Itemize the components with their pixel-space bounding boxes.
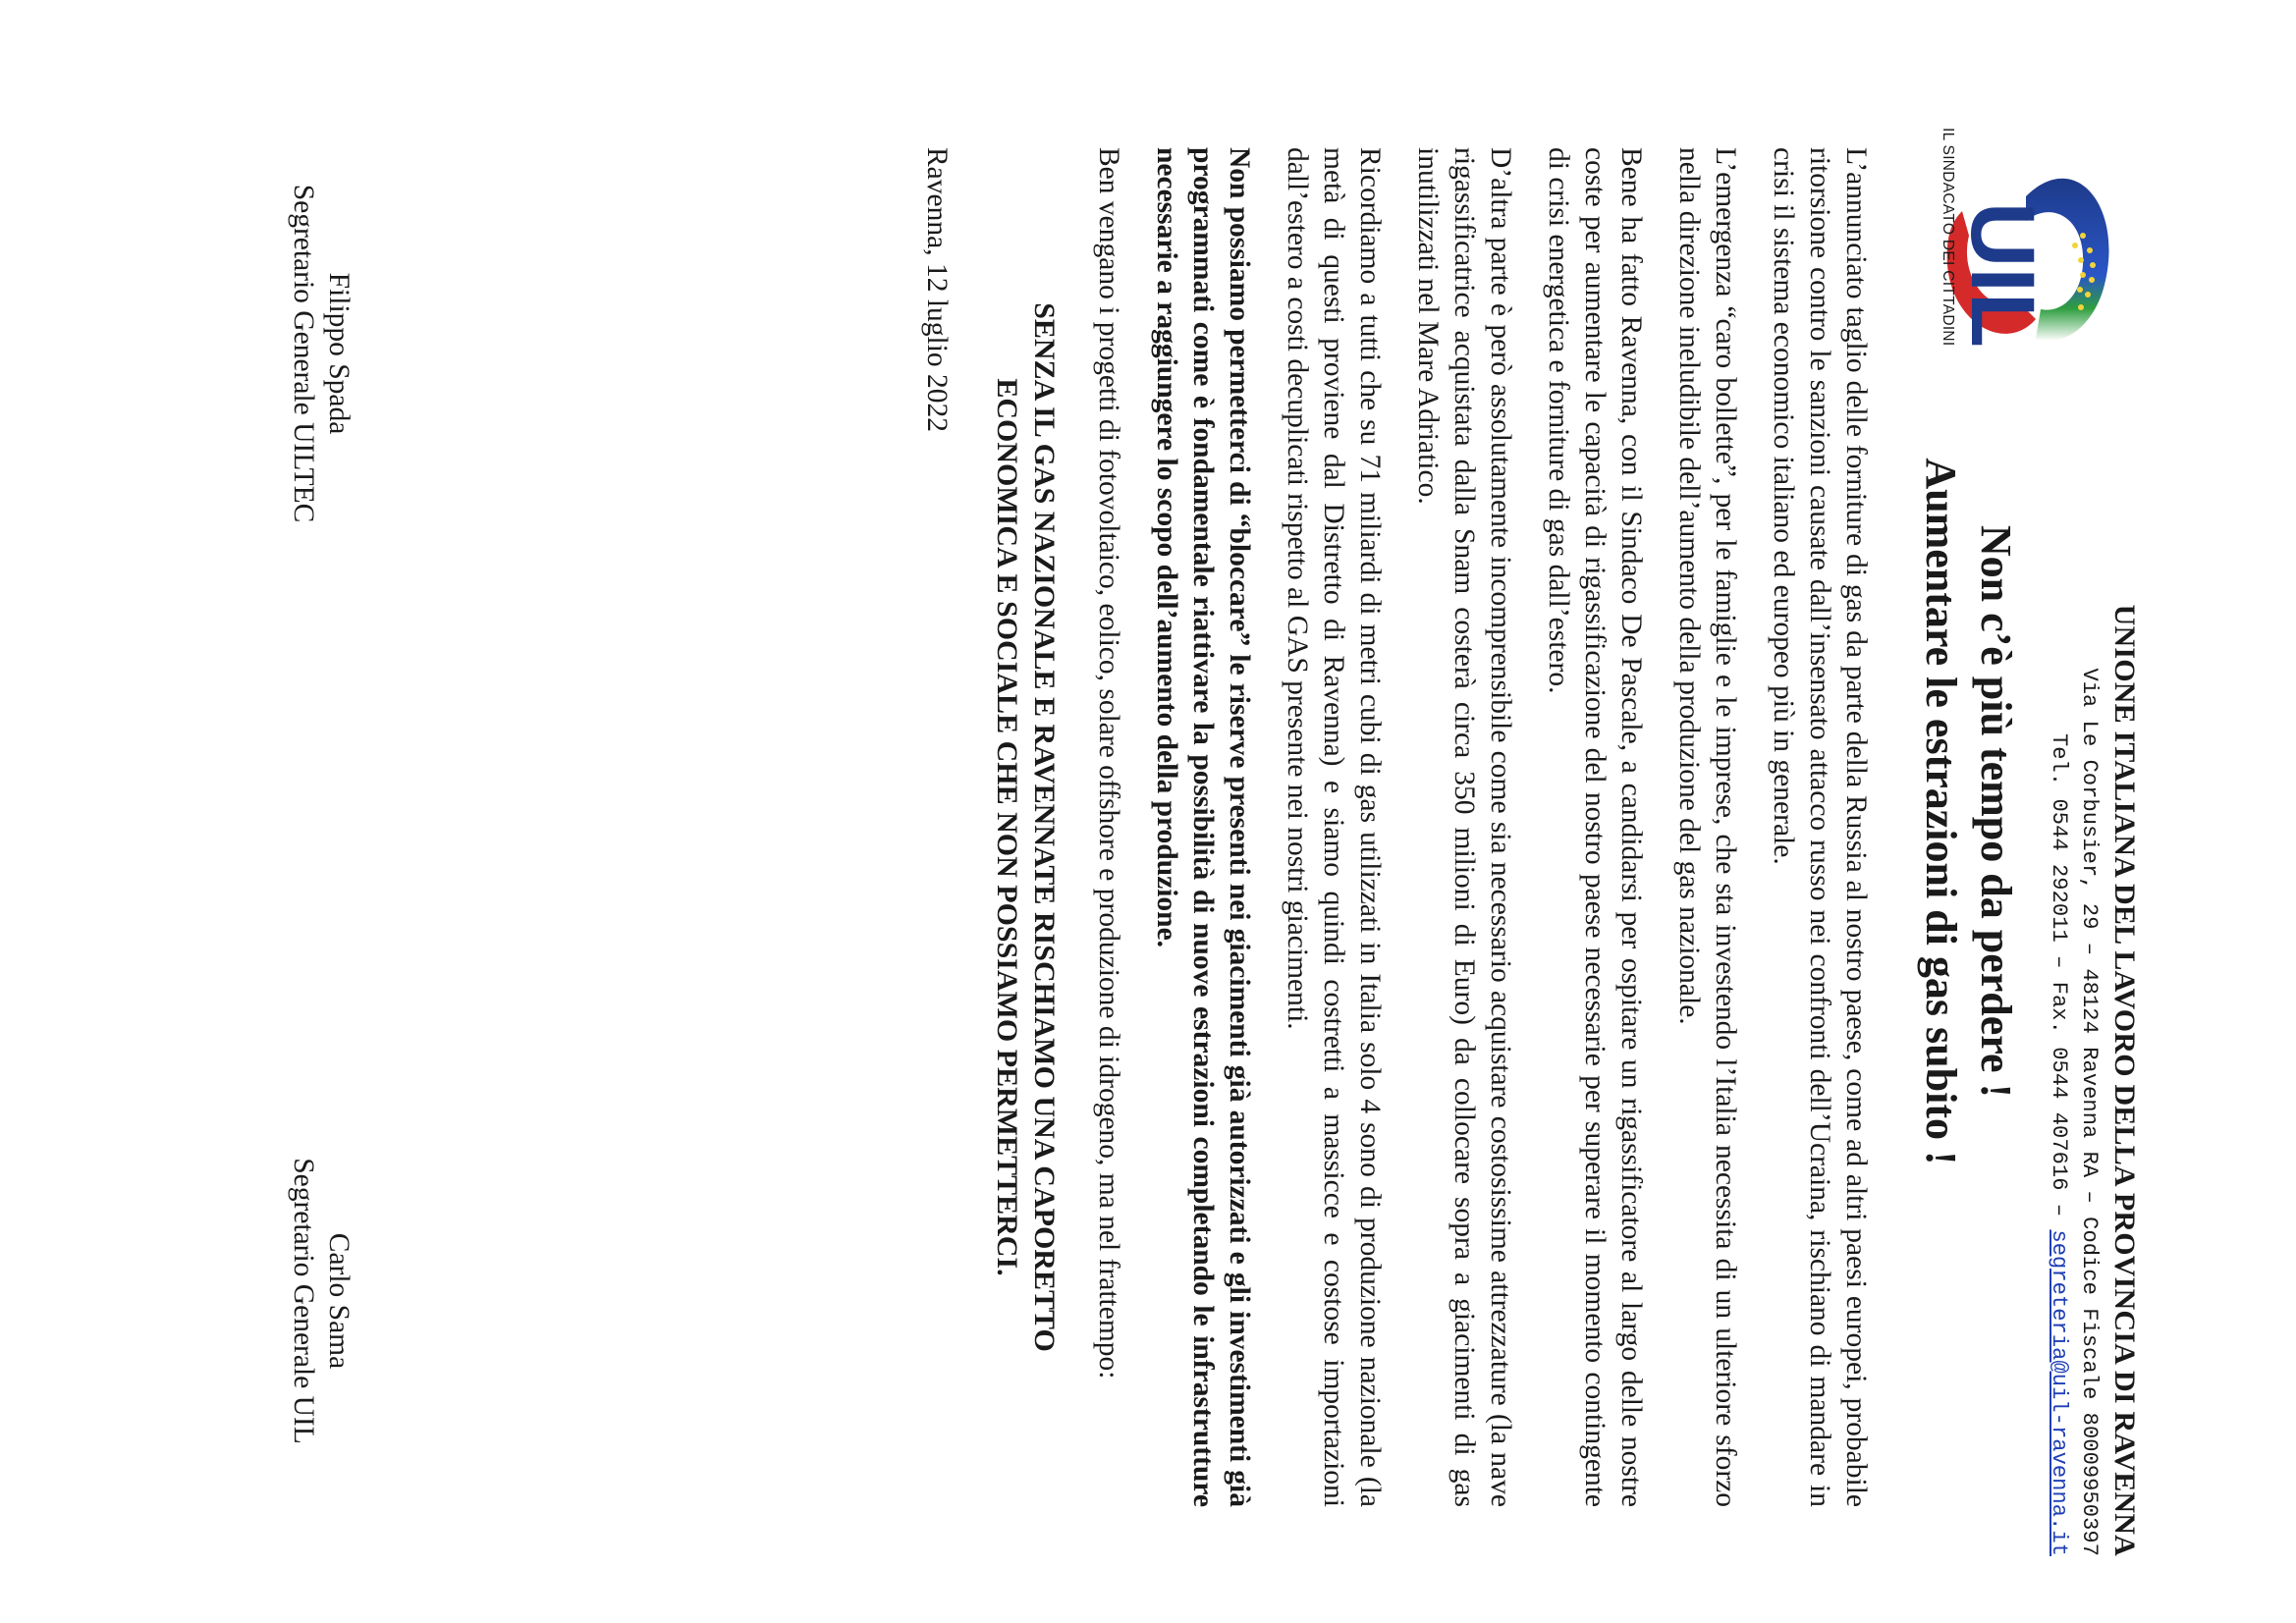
paragraph-3: Bene ha fatto Ravenna, con il Sindaco De Pascale, a candidarsi per ospitare un rigassificatore al largo delle nostre coste per aumentare le capacità di rigassificazione del nostro paese necessarie per superare il momento contingente di crisi energetica e forniture di gas dall’estero. [1543,147,1647,1507]
paragraph-7: Ben vengano i progetti di fotovoltaico, eolico, solare offshore e produzione di idrogeno, ma nel frattempo: [1093,147,1124,1380]
paragraph-2: L’emergenza “caro bollette”, per le famiglie e le imprese, che sta investendo l’Italia necessita di un ulteriore sforzo nella direzione ineludibile dell’aumento della produzione del gas nazionale. [1673,147,1741,1507]
place-date: Ravenna, 12 luglio 2022 [921,147,953,433]
paragraph-4: D’altra parte è però assolutamente incomprensibile come sia necessario acquistare costosissime attrezzature (la nave rigassificatrice acquistata dalla Snam costerà circa 350 milioni di Euro) da collocare sopra a giacimenti di gas inutilizzati nel Mare Adriatico. [1412,147,1516,1507]
callout-line-1: SENZA IL GAS NAZIONALE E RAVENNATE RISCHIAMO UNA CAPORETTO [1028,302,1061,1352]
signer-role-right: Segretario Generale UIL [288,1158,319,1444]
paragraph-1: L’annunciato taglio delle forniture di gas da parte della Russia al nostro paese, come ad altri paesi europei, probabile ritorsione contro le sanzioni causate dall’insensato attacco russo nei confronti dell’Ucraina, rischiano di mandare in crisi il sistema economico italiano ed europeo più in generale. [1768,147,1872,1507]
contacts-text: Tel. 0544 292011 – Fax. 0544 407616 – [2047,732,2071,1230]
signer-name-left: Filippo Spada [323,272,355,435]
callout-line-2: ECONOMICA E SOCIALE CHE NON POSSIAMO PERMETTERCI. [991,378,1023,1276]
org-contacts [2047,574,2071,1556]
title-line-1: Non c’è più tempo da perdere ! [1972,524,2020,1099]
signer-role-left: Segretario Generale UILTEC [288,184,319,523]
letter-body [897,147,1874,1507]
title-line-2: Aumentare le estrazioni di gas subito ! [1917,458,1965,1165]
letterhead [2047,574,2141,1556]
signer-name-right: Carlo Sama [323,1232,355,1370]
org-name: UNIONE ITALIANA DEL LAVORO DELLA PROVINCIA DI RAVENNA [2108,604,2141,1556]
headline [1913,0,2023,1623]
callout [988,147,1063,1507]
signature-left [286,147,356,560]
paragraph-5: Ricordiamo a tutti che su 71 miliardi di metri cubi di gas utilizzati in Italia solo 4 sono di produzione nazionale (la metà di questi proviene dal Distretto di Ravenna) e siamo quindi costretti a massicce e costose importazioni dall’estero a costi decuplicati rispetto al GAS presente nei nostri giacimenti. [1282,147,1386,1507]
svg-text:UIL: UIL [1952,201,2052,349]
signature-right [286,1095,356,1507]
org-address: Via Le Corbusier, 29 – 48124 Ravenna RA – Codice Fiscale 80009950397 [2077,668,2102,1556]
paragraph-6: Non possiamo permetterci di “bloccare” le riserve presenti nei giacimenti già autorizzati e gli investimenti già programmati come è fondamentale riattivare la possibilità di nuove estrazioni completando le infrastrutture necessarie a raggiungere lo scopo dell’aumento della produzione. [1151,147,1255,1507]
logo-tagline: IL SINDACATO DEI CITTADINI [1940,128,1956,347]
email-link[interactable]: segreteria@uil-ravenna.it [2047,1229,2071,1556]
